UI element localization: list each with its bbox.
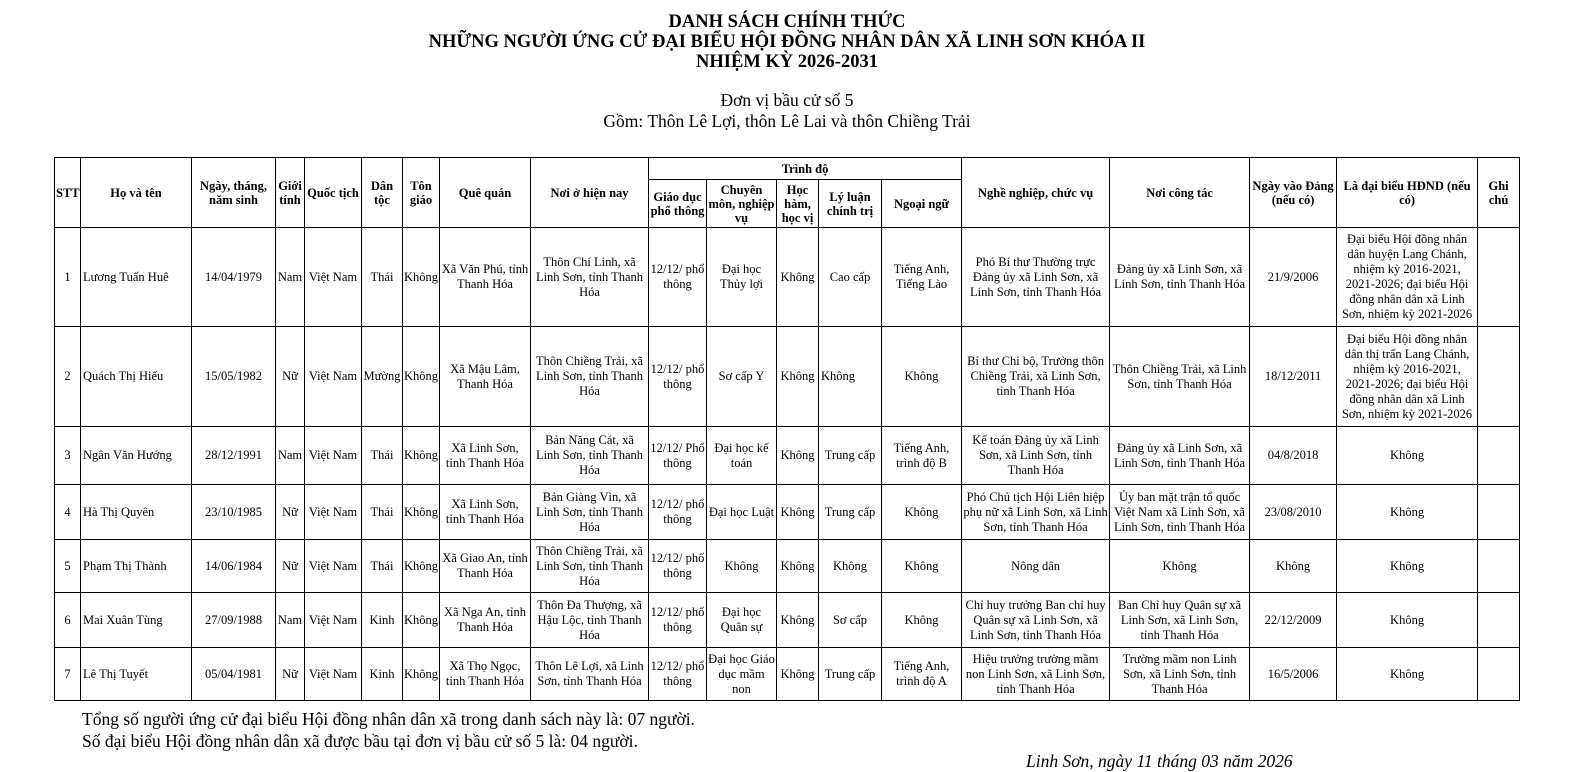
header-row-top bbox=[55, 158, 1520, 180]
unit-includes: Gồm: Thôn Lê Lợi, thôn Lê Lai và thôn Chiềng Trải bbox=[603, 111, 971, 131]
col-ethnicity: Dân tộc bbox=[362, 158, 403, 228]
table-row bbox=[55, 593, 1520, 648]
cell-professional: Sơ cấp Y bbox=[707, 327, 777, 427]
col-party-date: Ngày vào Đảng (nếu có) bbox=[1250, 158, 1337, 228]
cell-workplace: Ủy ban mặt trận tổ quốc Việt Nam xã Linh Sơn, xã Linh Sơn, tỉnh Thanh Hóa bbox=[1110, 485, 1250, 540]
cell-dob: 28/12/1991 bbox=[192, 427, 276, 485]
cell-hometown: Xã Văn Phú, tỉnh Thanh Hóa bbox=[440, 228, 531, 327]
cell-note bbox=[1478, 540, 1520, 593]
cell-party-date: 04/8/2018 bbox=[1250, 427, 1337, 485]
cell-note bbox=[1478, 648, 1520, 701]
cell-ethnicity: Thái bbox=[362, 427, 403, 485]
col-occupation: Nghề nghiệp, chức vụ bbox=[962, 158, 1110, 228]
cell-academic: Không bbox=[777, 327, 819, 427]
cell-general-edu: 12/12/ phổ thông bbox=[649, 228, 707, 327]
candidate-table bbox=[54, 157, 1520, 701]
col-name: Họ và tên bbox=[81, 158, 192, 228]
cell-delegate: Không bbox=[1337, 593, 1478, 648]
cell-name: Phạm Thị Thành bbox=[81, 540, 192, 593]
cell-residence: Thôn Đa Thượng, xã Hậu Lộc, tỉnh Thanh Hóa bbox=[531, 593, 649, 648]
cell-academic: Không bbox=[777, 648, 819, 701]
document-header bbox=[0, 12, 1574, 132]
place-date: Linh Sơn, ngày 11 tháng 03 năm 2026 bbox=[1026, 751, 1293, 771]
cell-hometown: Xã Mậu Lâm, Thanh Hóa bbox=[440, 327, 531, 427]
col-political: Lý luận chính trị bbox=[819, 180, 882, 228]
cell-residence: Bản Năng Cát, xã Linh Sơn, tỉnh Thanh Hóa bbox=[531, 427, 649, 485]
cell-professional: Đại học Quân sự bbox=[707, 593, 777, 648]
cell-stt: 6 bbox=[55, 593, 81, 648]
col-nationality: Quốc tịch bbox=[305, 158, 362, 228]
cell-dob: 14/04/1979 bbox=[192, 228, 276, 327]
cell-stt: 3 bbox=[55, 427, 81, 485]
cell-political: Trung cấp bbox=[819, 427, 882, 485]
cell-nationality: Việt Nam bbox=[305, 427, 362, 485]
col-residence: Nơi ở hiện nay bbox=[531, 158, 649, 228]
cell-academic: Không bbox=[777, 540, 819, 593]
cell-dob: 27/09/1988 bbox=[192, 593, 276, 648]
cell-workplace: Thôn Chiềng Trải, xã Linh Sơn, tỉnh Thanh Hóa bbox=[1110, 327, 1250, 427]
col-gender: Giới tính bbox=[276, 158, 305, 228]
cell-gender: Nam bbox=[276, 427, 305, 485]
cell-language: Không bbox=[882, 593, 962, 648]
cell-name: Ngân Văn Hướng bbox=[81, 427, 192, 485]
cell-language: Tiếng Anh, trình độ A bbox=[882, 648, 962, 701]
cell-gender: Nữ bbox=[276, 648, 305, 701]
cell-party-date: 21/9/2006 bbox=[1250, 228, 1337, 327]
cell-political: Trung cấp bbox=[819, 485, 882, 540]
cell-language: Không bbox=[882, 327, 962, 427]
cell-language: Không bbox=[882, 485, 962, 540]
cell-gender: Nữ bbox=[276, 540, 305, 593]
title-line-3: NHIỆM KỲ 2026-2031 bbox=[696, 52, 878, 72]
cell-hometown: Xã Thọ Ngọc, tỉnh Thanh Hóa bbox=[440, 648, 531, 701]
summary bbox=[82, 708, 695, 752]
cell-ethnicity: Thái bbox=[362, 540, 403, 593]
cell-political: Không bbox=[819, 540, 882, 593]
cell-language: Tiếng Anh, trình độ B bbox=[882, 427, 962, 485]
cell-delegate: Đại biểu Hội đồng nhân dân huyện Lang Chánh, nhiệm kỳ 2016-2021, 2021-2026; đại biểu Hội đồng nhân dân xã Linh Sơn, nhiệm kỳ 2021-2026 bbox=[1337, 228, 1478, 327]
cell-delegate: Không bbox=[1337, 648, 1478, 701]
table-body bbox=[55, 228, 1520, 701]
table-row bbox=[55, 648, 1520, 701]
cell-name: Lê Thị Tuyết bbox=[81, 648, 192, 701]
cell-general-edu: 12/12/ phổ thông bbox=[649, 485, 707, 540]
cell-stt: 7 bbox=[55, 648, 81, 701]
cell-occupation: Bí thư Chi bộ, Trưởng thôn Chiềng Trải, xã Linh Sơn, tỉnh Thanh Hóa bbox=[962, 327, 1110, 427]
col-workplace: Nơi công tác bbox=[1110, 158, 1250, 228]
cell-ethnicity: Thái bbox=[362, 485, 403, 540]
cell-workplace: Đảng ủy xã Linh Sơn, xã Linh Sơn, tỉnh Thanh Hóa bbox=[1110, 228, 1250, 327]
cell-gender: Nam bbox=[276, 593, 305, 648]
cell-occupation: Nông dân bbox=[962, 540, 1110, 593]
col-hometown: Quê quán bbox=[440, 158, 531, 228]
cell-gender: Nữ bbox=[276, 485, 305, 540]
cell-general-edu: 12/12/ phổ thông bbox=[649, 593, 707, 648]
col-professional: Chuyên môn, nghiệp vụ bbox=[707, 180, 777, 228]
cell-note bbox=[1478, 485, 1520, 540]
cell-note bbox=[1478, 228, 1520, 327]
cell-general-edu: 12/12/ phổ thông bbox=[649, 648, 707, 701]
cell-academic: Không bbox=[777, 427, 819, 485]
cell-religion: Không bbox=[403, 593, 440, 648]
elected-count: Số đại biểu Hội đồng nhân dân xã được bầu tại đơn vị bầu cử số 5 là: 04 người. bbox=[82, 731, 638, 751]
cell-religion: Không bbox=[403, 327, 440, 427]
cell-stt: 4 bbox=[55, 485, 81, 540]
cell-academic: Không bbox=[777, 593, 819, 648]
cell-gender: Nam bbox=[276, 228, 305, 327]
cell-delegate: Đại biểu Hội đồng nhân dân thị trấn Lang Chánh, nhiệm kỳ 2016-2021, 2021-2026; đại biểu Hội đồng nhân dân xã Linh Sơn, nhiệm kỳ 2021-2026 bbox=[1337, 327, 1478, 427]
cell-workplace: Trường mầm non Linh Sơn, xã Linh Sơn, tỉnh Thanh Hóa bbox=[1110, 648, 1250, 701]
cell-nationality: Việt Nam bbox=[305, 485, 362, 540]
cell-dob: 15/05/1982 bbox=[192, 327, 276, 427]
cell-stt: 5 bbox=[55, 540, 81, 593]
electoral-unit: Đơn vị bầu cử số 5 bbox=[720, 90, 854, 110]
cell-political: Sơ cấp bbox=[819, 593, 882, 648]
cell-hometown: Xã Nga An, tỉnh Thanh Hóa bbox=[440, 593, 531, 648]
cell-name: Mai Xuân Tùng bbox=[81, 593, 192, 648]
cell-religion: Không bbox=[403, 540, 440, 593]
cell-name: Hà Thị Quyên bbox=[81, 485, 192, 540]
cell-hometown: Xã Linh Sơn, tỉnh Thanh Hóa bbox=[440, 485, 531, 540]
cell-professional: Đại học Giáo dục mầm non bbox=[707, 648, 777, 701]
total-candidates: Tổng số người ứng cử đại biểu Hội đồng nhân dân xã trong danh sách này là: 07 người. bbox=[82, 709, 695, 729]
cell-party-date: 22/12/2009 bbox=[1250, 593, 1337, 648]
cell-occupation: Chỉ huy trưởng Ban chỉ huy Quân sự xã Linh Sơn, xã Linh Sơn, tỉnh Thanh Hóa bbox=[962, 593, 1110, 648]
cell-ethnicity: Kinh bbox=[362, 593, 403, 648]
cell-delegate: Không bbox=[1337, 427, 1478, 485]
cell-workplace: Không bbox=[1110, 540, 1250, 593]
cell-nationality: Việt Nam bbox=[305, 327, 362, 427]
cell-nationality: Việt Nam bbox=[305, 540, 362, 593]
cell-gender: Nữ bbox=[276, 327, 305, 427]
table-row bbox=[55, 485, 1520, 540]
cell-name: Lương Tuấn Huê bbox=[81, 228, 192, 327]
cell-dob: 14/06/1984 bbox=[192, 540, 276, 593]
cell-occupation: Hiệu trưởng trường mầm non Linh Sơn, xã Linh Sơn, tỉnh Thanh Hóa bbox=[962, 648, 1110, 701]
cell-workplace: Đảng ủy xã Linh Sơn, xã Linh Sơn, tỉnh Thanh Hóa bbox=[1110, 427, 1250, 485]
col-delegate: Là đại biểu HĐND (nếu có) bbox=[1337, 158, 1478, 228]
cell-dob: 05/04/1981 bbox=[192, 648, 276, 701]
cell-residence: Bản Giàng Vìn, xã Linh Sơn, tỉnh Thanh Hóa bbox=[531, 485, 649, 540]
cell-general-edu: 12/12/ phổ thông bbox=[649, 327, 707, 427]
cell-party-date: Không bbox=[1250, 540, 1337, 593]
cell-ethnicity: Kinh bbox=[362, 648, 403, 701]
cell-academic: Không bbox=[777, 485, 819, 540]
cell-name: Quách Thị Hiếu bbox=[81, 327, 192, 427]
cell-general-edu: 12/12/ Phổ thông bbox=[649, 427, 707, 485]
cell-note bbox=[1478, 427, 1520, 485]
table-row bbox=[55, 228, 1520, 327]
col-dob: Ngày, tháng, năm sinh bbox=[192, 158, 276, 228]
cell-political: Trung cấp bbox=[819, 648, 882, 701]
cell-occupation: Phó Bí thư Thường trực Đảng ủy xã Linh Sơn, xã Linh Sơn, tỉnh Thanh Hóa bbox=[962, 228, 1110, 327]
cell-religion: Không bbox=[403, 427, 440, 485]
cell-dob: 23/10/1985 bbox=[192, 485, 276, 540]
cell-professional: Không bbox=[707, 540, 777, 593]
col-group-education: Trình độ bbox=[649, 158, 962, 180]
cell-ethnicity: Thái bbox=[362, 228, 403, 327]
cell-language: Không bbox=[882, 540, 962, 593]
cell-party-date: 18/12/2011 bbox=[1250, 327, 1337, 427]
cell-professional: Đại học kế toán bbox=[707, 427, 777, 485]
cell-residence: Thôn Chiềng Trải, xã Linh Sơn, tỉnh Thanh Hóa bbox=[531, 327, 649, 427]
cell-note bbox=[1478, 327, 1520, 427]
col-language: Ngoại ngữ bbox=[882, 180, 962, 228]
cell-note bbox=[1478, 593, 1520, 648]
cell-hometown: Xã Giao An, tỉnh Thanh Hóa bbox=[440, 540, 531, 593]
cell-religion: Không bbox=[403, 228, 440, 327]
cell-language: Tiếng Anh, Tiếng Lào bbox=[882, 228, 962, 327]
col-note: Ghi chú bbox=[1478, 158, 1520, 228]
cell-nationality: Việt Nam bbox=[305, 648, 362, 701]
cell-nationality: Việt Nam bbox=[305, 228, 362, 327]
col-stt: STT bbox=[55, 158, 81, 228]
cell-occupation: Kế toán Đảng ủy xã Linh Sơn, xã Linh Sơn, tỉnh Thanh Hóa bbox=[962, 427, 1110, 485]
cell-workplace: Ban Chỉ huy Quân sự xã Linh Sơn, xã Linh Sơn, tỉnh Thanh Hóa bbox=[1110, 593, 1250, 648]
cell-academic: Không bbox=[777, 228, 819, 327]
cell-residence: Thôn Chiềng Trải, xã Linh Sơn, tỉnh Thanh Hóa bbox=[531, 540, 649, 593]
cell-stt: 2 bbox=[55, 327, 81, 427]
cell-hometown: Xã Linh Sơn, tỉnh Thanh Hóa bbox=[440, 427, 531, 485]
col-academic: Học hàm, học vị bbox=[777, 180, 819, 228]
title-line-2: NHỮNG NGƯỜI ỨNG CỬ ĐẠI BIỂU HỘI ĐỒNG NHÂN DÂN XÃ LINH SƠN KHÓA II bbox=[428, 32, 1146, 52]
cell-party-date: 23/08/2010 bbox=[1250, 485, 1337, 540]
col-religion: Tôn giáo bbox=[403, 158, 440, 228]
table-row bbox=[55, 540, 1520, 593]
title-line-1: DANH SÁCH CHÍNH THỨC bbox=[668, 12, 906, 32]
cell-residence: Thôn Lê Lợi, xã Linh Sơn, tỉnh Thanh Hóa bbox=[531, 648, 649, 701]
cell-general-edu: 12/12/ phổ thông bbox=[649, 540, 707, 593]
cell-professional: Đại học Luật bbox=[707, 485, 777, 540]
cell-delegate: Không bbox=[1337, 485, 1478, 540]
cell-political: Không bbox=[819, 327, 882, 427]
cell-stt: 1 bbox=[55, 228, 81, 327]
cell-occupation: Phó Chủ tịch Hội Liên hiệp phụ nữ xã Linh Sơn, xã Linh Sơn, tỉnh Thanh Hóa bbox=[962, 485, 1110, 540]
table-row bbox=[55, 427, 1520, 485]
cell-nationality: Việt Nam bbox=[305, 593, 362, 648]
cell-professional: Đại học Thủy lợi bbox=[707, 228, 777, 327]
cell-residence: Thôn Chí Linh, xã Linh Sơn, tỉnh Thanh Hóa bbox=[531, 228, 649, 327]
cell-political: Cao cấp bbox=[819, 228, 882, 327]
cell-religion: Không bbox=[403, 485, 440, 540]
cell-religion: Không bbox=[403, 648, 440, 701]
col-general-edu: Giáo dục phổ thông bbox=[649, 180, 707, 228]
table-row bbox=[55, 327, 1520, 427]
cell-delegate: Không bbox=[1337, 540, 1478, 593]
cell-party-date: 16/5/2006 bbox=[1250, 648, 1337, 701]
cell-ethnicity: Mường bbox=[362, 327, 403, 427]
